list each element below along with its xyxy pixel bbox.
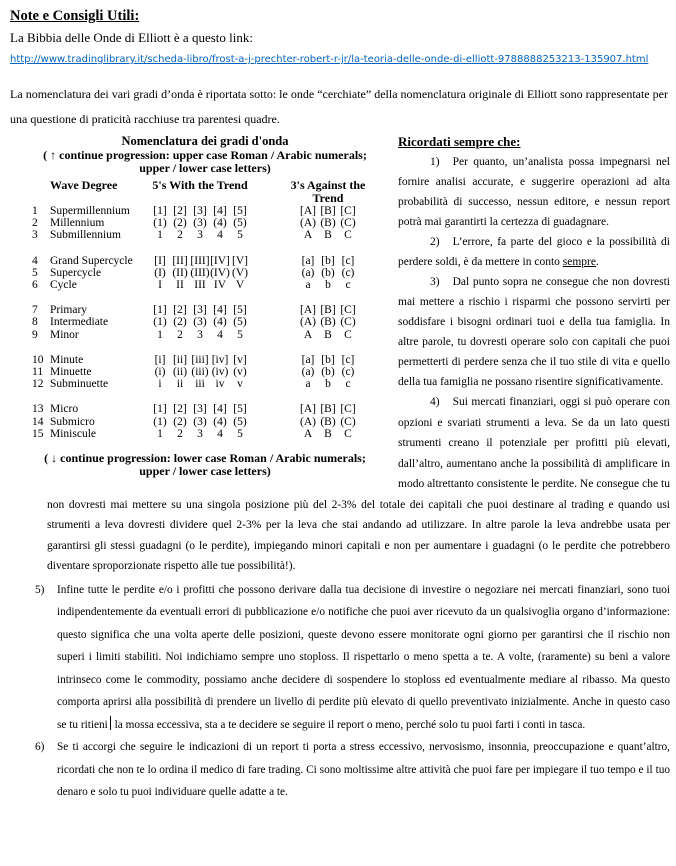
column-against-trend: 3's Against the Trend: [290, 178, 366, 205]
against-trend-cell: B: [324, 328, 332, 341]
with-trend-cell: [III]: [190, 254, 210, 267]
row-number: 4: [32, 254, 38, 267]
against-trend-cell: (B): [320, 415, 336, 428]
with-trend-cell: 5: [237, 229, 243, 242]
wave-degree-name: Primary: [50, 304, 88, 317]
against-trend-cell: a: [305, 279, 311, 292]
row-number: 5: [32, 266, 38, 279]
against-trend-cell: [a]: [301, 353, 315, 366]
against-trend-cell: b: [325, 378, 331, 391]
table-header-row: [32, 179, 378, 205]
against-trend-cell: C: [344, 427, 352, 440]
text-cursor: [110, 716, 111, 730]
row-number: 15: [32, 427, 44, 440]
with-trend-cell: [V]: [232, 254, 248, 267]
wave-degree-name: Millennium: [50, 217, 105, 230]
with-trend-cell: (2): [173, 415, 187, 428]
against-trend-cell: a: [305, 378, 311, 391]
row-number: 7: [32, 304, 38, 317]
with-trend-cell: 5: [237, 427, 243, 440]
row-number: 8: [32, 316, 38, 329]
against-trend-cell: [b]: [321, 353, 335, 366]
numbered-list-bottom: [10, 579, 670, 804]
wave-table-row: [32, 316, 378, 328]
against-trend-cell: [a]: [301, 254, 315, 267]
against-trend-cell: (B): [320, 316, 336, 329]
wave-table-row: [32, 267, 378, 279]
against-trend-cell: A: [303, 427, 313, 440]
wave-degree-name: Grand Supercycle: [50, 254, 133, 267]
with-trend-cell: 1: [157, 427, 163, 440]
wave-table-row: [32, 205, 378, 217]
with-trend-cell: 2: [177, 328, 183, 341]
with-trend-cell: (3): [193, 316, 207, 329]
with-trend-cell: (4): [213, 415, 227, 428]
with-trend-cell: [iv]: [211, 353, 229, 366]
item-text: sempre: [562, 256, 596, 268]
against-trend-cell: (A): [300, 316, 316, 329]
wave-table-row: [32, 354, 378, 366]
against-trend-cell: c: [345, 378, 351, 391]
against-trend-cell: [B]: [320, 205, 336, 217]
wave-table-row: [32, 378, 378, 390]
against-trend-cell: [A]: [300, 205, 316, 217]
against-trend-cell: (b): [321, 266, 335, 279]
with-trend-cell: [4]: [213, 304, 227, 317]
item-text: .: [596, 256, 599, 268]
wave-degree-name: Miniscule: [50, 427, 96, 440]
with-trend-cell: iv: [215, 378, 225, 391]
against-trend-cell: (B): [320, 217, 336, 230]
with-trend-cell: (4): [213, 217, 227, 230]
against-trend-cell: [A]: [300, 403, 316, 416]
with-trend-cell: [2]: [173, 205, 187, 217]
with-trend-cell: [v]: [233, 353, 247, 366]
against-trend-cell: (a): [301, 366, 315, 379]
with-trend-cell: 1: [157, 229, 163, 242]
against-trend-cell: B: [324, 427, 332, 440]
wave-degree-name: Minuette: [50, 366, 92, 379]
numbered-item: [35, 579, 670, 737]
column-wave-degree: Wave Degree: [50, 178, 118, 192]
wave-table-row: [32, 229, 378, 241]
wave-table-rows: [32, 205, 378, 440]
against-trend-cell: [c]: [341, 353, 355, 366]
wave-degree-name: Submicro: [50, 415, 95, 428]
with-trend-cell: (2): [173, 316, 187, 329]
with-trend-cell: (iv): [211, 366, 229, 379]
against-trend-cell: [b]: [321, 254, 335, 267]
with-trend-cell: [3]: [193, 403, 207, 416]
item-text: la mossa eccessiva, sta a te decidere se seguire il report o meno, perché solo tu puoi farti i conti in tasca.: [111, 718, 586, 731]
with-trend-cell: [iii]: [191, 353, 209, 366]
with-trend-cell: (5): [233, 415, 247, 428]
with-trend-cell: (V): [232, 266, 248, 279]
page-title: Note e Consigli Utili:: [10, 8, 140, 24]
item-number: 4): [430, 396, 440, 408]
with-trend-cell: 2: [177, 229, 183, 242]
row-number: 13: [32, 403, 44, 416]
row-number: 1: [32, 205, 38, 217]
with-trend-cell: 4: [217, 328, 223, 341]
with-trend-cell: (3): [193, 217, 207, 230]
against-trend-cell: (C): [340, 415, 356, 428]
against-trend-cell: [B]: [320, 403, 336, 416]
against-trend-cell: [c]: [341, 254, 355, 267]
with-trend-cell: (II): [172, 266, 188, 279]
with-trend-cell: (1): [153, 415, 167, 428]
with-trend-cell: [5]: [233, 205, 247, 217]
item-text: Se ti accorgi che seguire le indicazioni di un report ti porta a stress eccessivo, nervosismo, insonnia, preoccupazione e quant’altro, ricordati che non te lo ordina il medico di fare trading. Ci sono moltissime altre attività che puoi fare per impiegare il tuo tempo e il tuo denaro e solo tu puoi individuare quelle adatte a te.: [57, 741, 670, 798]
with-trend-cell: 1: [157, 328, 163, 341]
against-trend-cell: [B]: [320, 304, 336, 317]
with-trend-cell: (i): [154, 366, 166, 379]
with-trend-cell: [1]: [153, 205, 167, 217]
with-trend-cell: 2: [177, 427, 183, 440]
with-trend-cell: [2]: [173, 403, 187, 416]
table-title: Nomenclatura dei gradi d'onda: [121, 134, 289, 148]
with-trend-cell: (IV): [210, 266, 230, 279]
with-trend-cell: (2): [173, 217, 187, 230]
wave-table-row: [32, 217, 378, 229]
row-number: 9: [32, 328, 38, 341]
intro-line: La Bibbia delle Onde di Elliott è a questo link:: [10, 30, 253, 45]
advice-heading: Ricordati sempre che:: [398, 134, 521, 149]
item-number: 5): [35, 583, 45, 596]
wave-table-row: [32, 255, 378, 267]
with-trend-cell: III: [194, 279, 206, 292]
wave-degree-name: Cycle: [50, 279, 77, 292]
with-trend-cell: (1): [153, 217, 167, 230]
with-trend-cell: (5): [233, 316, 247, 329]
wave-table-row: [32, 279, 378, 291]
wave-table-row: [32, 416, 378, 428]
with-trend-cell: I: [158, 279, 162, 292]
row-number: 11: [32, 366, 44, 379]
with-trend-cell: [1]: [153, 403, 167, 416]
with-trend-cell: 4: [217, 229, 223, 242]
against-trend-cell: (C): [340, 217, 356, 230]
with-trend-cell: [IV]: [210, 254, 230, 267]
with-trend-cell: (iii): [191, 366, 209, 379]
against-trend-cell: [C]: [340, 403, 356, 416]
against-trend-cell: [C]: [340, 205, 356, 217]
with-trend-cell: [1]: [153, 304, 167, 317]
with-trend-cell: [2]: [173, 304, 187, 317]
with-trend-cell: (v): [233, 366, 247, 379]
wave-degree-name: Supercycle: [50, 266, 102, 279]
with-trend-cell: II: [176, 279, 184, 292]
item-text: Per quanto, un’analista possa impegnarsi nel fornire analisi accurate, e suggerire operazioni ad alta probabilità di successo, nessun editore, e nessun report potrà mai garantirti la certezza di guadagnare.: [398, 156, 670, 228]
against-trend-cell: (c): [341, 266, 355, 279]
with-trend-cell: IV: [213, 279, 227, 292]
wave-degree-name: Submillennium: [50, 229, 121, 242]
against-trend-cell: (C): [340, 316, 356, 329]
with-trend-cell: (I): [154, 266, 166, 279]
against-trend-cell: B: [324, 229, 332, 242]
with-trend-cell: [4]: [213, 205, 227, 217]
item-number: 1): [430, 156, 440, 168]
wave-degree-table-inner: [32, 134, 378, 478]
with-trend-cell: (5): [233, 217, 247, 230]
content-flow: [10, 132, 670, 804]
with-trend-cell: [ii]: [172, 353, 188, 366]
with-trend-cell: v: [237, 378, 243, 391]
with-trend-cell: iii: [195, 378, 205, 391]
row-number: 2: [32, 217, 38, 230]
against-trend-cell: C: [344, 229, 352, 242]
against-trend-cell: C: [344, 328, 352, 341]
with-trend-cell: V: [235, 279, 245, 292]
with-trend-cell: [5]: [233, 304, 247, 317]
with-trend-cell: 4: [217, 427, 223, 440]
row-number: 6: [32, 279, 38, 292]
with-trend-cell: (4): [213, 316, 227, 329]
with-trend-cell: 3: [197, 427, 203, 440]
wave-table-row: [32, 428, 378, 440]
against-trend-cell: (a): [301, 266, 315, 279]
item-number: 6): [35, 741, 45, 753]
column-with-trend: 5's With the Trend: [152, 178, 248, 192]
with-trend-cell: 5: [237, 328, 243, 341]
item-text: Dal punto sopra ne consegue che non dovresti mai mettere a rischio i risparmi che possono servirti per soddisfare i bisogni ordinari tuoi e della tua famiglia. In altre parole, tu dovresti operare solo con capitali che puoi permetterti di perdere senza che il tuo stile di vita e quello della tua famiglia ne possano risentire significativamente.: [398, 276, 670, 388]
against-trend-cell: A: [303, 328, 313, 341]
with-trend-cell: ii: [176, 378, 184, 391]
with-trend-cell: i: [158, 378, 162, 391]
wave-table-row: [32, 403, 378, 415]
with-trend-cell: (3): [193, 415, 207, 428]
numbered-item: [35, 736, 670, 804]
item-text: L’errore, fa parte del gioco e la possibilità di perdere soldi, è da mettere in conto: [398, 236, 670, 268]
row-number: 12: [32, 378, 44, 391]
wave-table-row: [32, 329, 378, 341]
nomenclatura-paragraph: La nomenclatura dei vari gradi d’onda è riportata sotto: le onde “cerchiate” della nomenclatura originale di Elliott sono rappresentate per una questione di praticità racchiuse tra parentesi quadre.: [10, 87, 668, 126]
against-trend-cell: A: [303, 229, 313, 242]
with-trend-cell: (ii): [172, 366, 188, 379]
item-number: 2): [430, 236, 440, 248]
elliott-book-link[interactable]: http://www.tradinglibrary.it/scheda-libro/frost-a-j-prechter-robert-r-jr/la-teoria-delle-onde-di-elliott-9788888253213-135907.html: [10, 54, 649, 65]
against-trend-cell: (A): [300, 415, 316, 428]
wave-degree-table: [10, 132, 398, 478]
against-trend-cell: (A): [300, 217, 316, 230]
row-number: 10: [32, 353, 44, 366]
with-trend-cell: [II]: [172, 254, 188, 267]
row-number: 3: [32, 229, 38, 242]
wave-degree-name: Supermillennium: [50, 205, 130, 217]
against-trend-cell: (c): [341, 366, 355, 379]
with-trend-cell: 3: [197, 328, 203, 341]
wave-table-row: [32, 366, 378, 378]
item-text: Infine tutte le perdite e/o i profitti che possono derivare dalla tua decisione di investire o negoziare nei mercati finanziari, sono tuoi indipendentemente da eventuali errori di pubblicazione e/o notifiche che puoi aver ricevuto da un qualsivoglia organo d’informazione: questo significa che una volta aperte delle posizioni, queste devono essere monitorate ogni giorno per garantirsi che il rischio non superi i limiti stabiliti. Noi indichiamo sempre uno stoploss. Il rispettarlo o meno spetta a te. A volte, (raramente) su beni a valore intrinseco come le commodity, possiamo anche decidere di sospendere lo stoploss ed eventualmente mediare al ribasso. Ma questo comporta aprirsi alla possibilità di prendere un livello di perdite più elevato di quello preventivato inizialmente. Anche in questo caso se tu ritieni: [57, 583, 670, 731]
with-trend-cell: [3]: [193, 304, 207, 317]
row-number: 14: [32, 415, 44, 428]
against-trend-cell: [A]: [300, 304, 316, 317]
with-trend-cell: [4]: [213, 403, 227, 416]
item-text: Sui mercati finanziari, oggi si può operare con opzioni e svariati strumenti a leva. Se da un lato questi strumenti creano il potenziale per profitti più elevati, dall’altro, aumentano anche la possibilità di amplificare in modo altrettanto consistente le perdite. Ne consegue che tu non dovresti mai mettere su una singola posizione più del 2-3% del totale dei capitali che puoi destinare al trading e quando usi strumenti a leva dovresti dividere quel 2-3% per la leva che stai andando ad utilizzare. In altre parole la leva andrebbe usata per garantirsi gli stessi guadagni (o le perdite), impiegando minori capitali e non per aumentare i guadagni (o le perdite che potrebbero diventare sproporzionate rispetto alle tue possibilità!).: [47, 396, 670, 572]
with-trend-cell: [5]: [233, 403, 247, 416]
wave-degree-name: Minor: [50, 328, 79, 341]
wave-degree-name: Subminuette: [50, 378, 109, 391]
wave-table-row: [32, 304, 378, 316]
against-trend-cell: [C]: [340, 304, 356, 317]
table-subtitle-bottom: ( ↓ continue progression: lower case Roman / Arabic numerals; upper / lower case letters): [44, 451, 366, 479]
wave-degree-name: Intermediate: [50, 316, 109, 329]
with-trend-cell: (1): [153, 316, 167, 329]
item-number: 3): [430, 276, 440, 288]
with-trend-cell: [3]: [193, 205, 207, 217]
against-trend-cell: (b): [321, 366, 335, 379]
wave-degree-name: Minute: [50, 353, 84, 366]
with-trend-cell: (III): [190, 266, 210, 279]
with-trend-cell: 3: [197, 229, 203, 242]
against-trend-cell: b: [325, 279, 331, 292]
against-trend-cell: c: [345, 279, 351, 292]
table-subtitle-top: ( ↑ continue progression: upper case Roman / Arabic numerals; upper / lower case letters): [43, 148, 367, 175]
wave-degree-name: Micro: [50, 403, 79, 416]
with-trend-cell: [i]: [154, 353, 166, 366]
with-trend-cell: [I]: [154, 254, 166, 267]
